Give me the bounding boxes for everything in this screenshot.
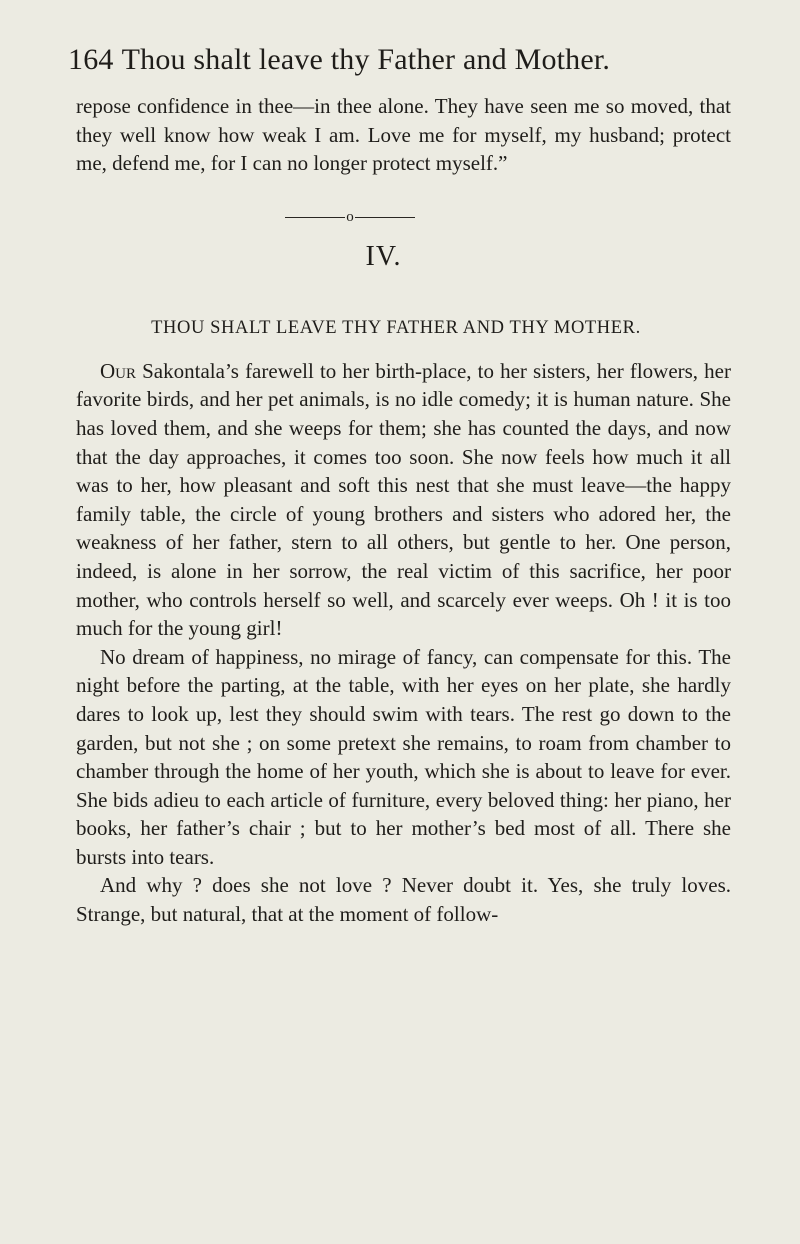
paragraph-1-lead: Our (100, 358, 137, 383)
paragraph-3: And why ? does she not love ? Never doubt it. Yes, she truly loves. Strange, but natural, that at the moment of follow- (76, 873, 731, 927)
page-number: 164 (68, 43, 114, 76)
book-page (68, 42, 731, 929)
paragraph-2: No dream of happiness, no mirage of fancy, can compensate for this. The night before the parting, at the table, with her eyes on her plate, she hardly dares to look up, lest they should swim with tears. The rest go down to the garden, but not she ; on some pretext she remains, to roam from chamber to chamber through the home of her youth, which she is about to leave for ever. She bids adieu to each article of furniture, every beloved thing: her piano, her books, her father’s chair ; but to her mother’s bed most of all. There she bursts into tears. (76, 644, 731, 869)
chapter-number: IV. (365, 240, 402, 272)
chapter-body (76, 357, 731, 929)
chapter-title: THOU SHALT LEAVE THY FATHER AND THY MOTHER. (151, 317, 641, 338)
continued-paragraph (76, 92, 731, 178)
continued-paragraph-text: repose confidence in thee—in thee alone. They have seen me so moved, that they well know how weak I am. Love me for myself, my husband; protect me, defend me, for I can no longer protect myself.” (76, 94, 731, 176)
paragraph-1-text: Sakontala’s farewell to her birth-place, to her sisters, her flowers, her favorite birds, and her pet animals, is no idle comedy; it is human nature. She has loved them, and she weeps for them; she has counted the days, and now that the day approaches, it comes too soon. She now feels how much it all was to her, how pleasant and soft this nest that she must leave—the happy family table, the circle of young brothers and sisters who adored her, the weakness of her father, stern to all others, but gentle to her. One person, indeed, is alone in her sorrow, the real victim of this sacrifice, her poor mother, who controls herself so well, and scarcely ever weeps. Oh ! it is too much for the young girl! (76, 358, 731, 641)
separator-ornament: o (346, 208, 354, 225)
separator-rule-left (285, 217, 345, 218)
running-head (68, 42, 731, 78)
separator-rule-right (355, 217, 415, 218)
running-title: Thou shalt leave thy Father and Mother. (121, 43, 611, 76)
section-separator (76, 207, 731, 227)
paragraph-1 (76, 357, 731, 643)
